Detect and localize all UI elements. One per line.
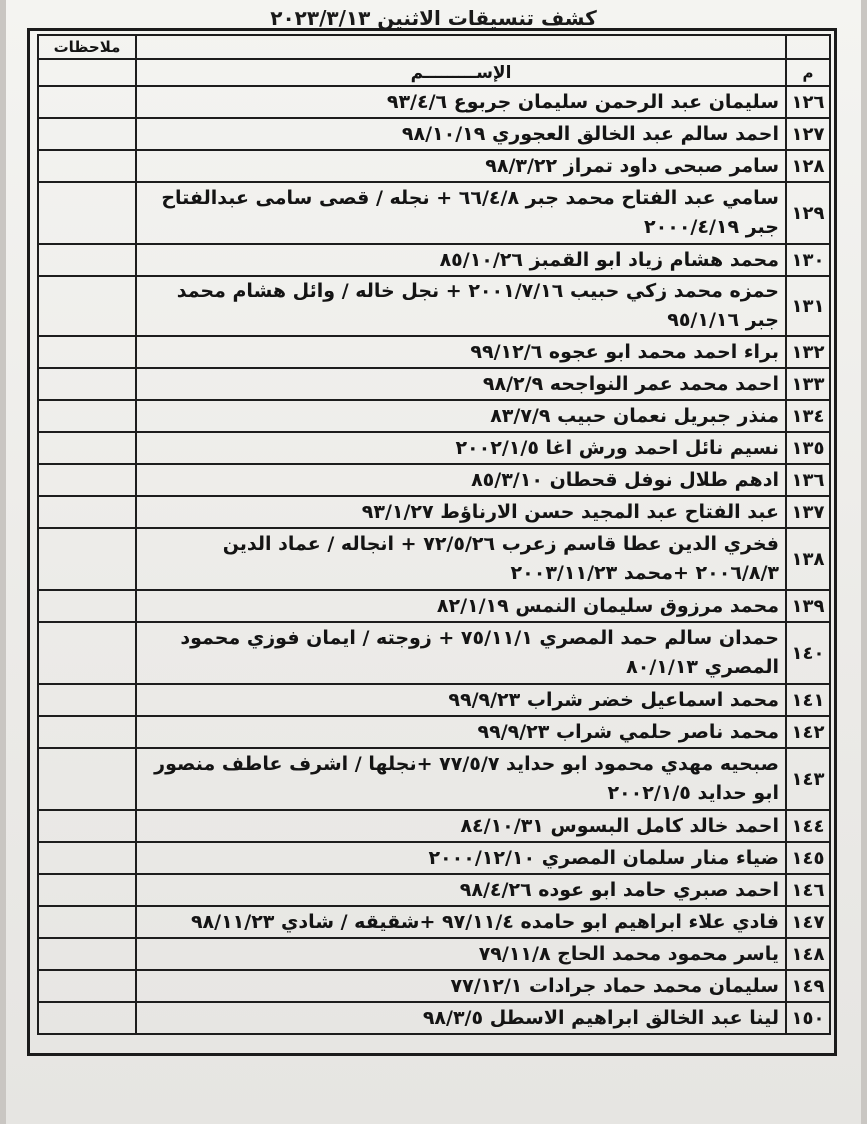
row-number: ١٤٣ xyxy=(786,748,830,810)
row-number: ١٣٤ xyxy=(786,400,830,432)
table-row xyxy=(38,150,830,182)
row-number: ١٤١ xyxy=(786,684,830,716)
row-number: ١٢٨ xyxy=(786,150,830,182)
table-row xyxy=(38,716,830,748)
row-notes xyxy=(38,118,136,150)
page-title: كشف تنسيقات الاثنين ٢٠٢٣/٣/١٣ xyxy=(270,6,597,30)
table-row xyxy=(38,842,830,874)
row-notes xyxy=(38,86,136,118)
table-row xyxy=(38,684,830,716)
table-row xyxy=(38,970,830,1002)
row-notes xyxy=(38,244,136,276)
table-row xyxy=(38,810,830,842)
table-row xyxy=(38,244,830,276)
row-notes xyxy=(38,368,136,400)
row-number: ١٤٩ xyxy=(786,970,830,1002)
header-notes-blank xyxy=(38,59,136,86)
row-number: ١٣٩ xyxy=(786,590,830,622)
row-number: ١٤٥ xyxy=(786,842,830,874)
header-num-top xyxy=(786,35,830,59)
row-notes xyxy=(38,622,136,684)
table-row xyxy=(38,368,830,400)
row-notes xyxy=(38,684,136,716)
row-name: عبد الفتاح عبد المجيد حسن الارناؤط ٩٣/١/٢٧ xyxy=(136,496,786,528)
table-row xyxy=(38,938,830,970)
row-number: ١٤٠ xyxy=(786,622,830,684)
row-notes xyxy=(38,970,136,1002)
row-notes xyxy=(38,182,136,244)
row-notes xyxy=(38,1002,136,1034)
row-number: ١٣٣ xyxy=(786,368,830,400)
row-name: فخري الدين عطا قاسم زعرب ٧٢/٥/٢٦ + انجاله / عماد الدين ٢٠٠٦/٨/٣ +محمد ٢٠٠٣/١١/٢٣ xyxy=(136,528,786,590)
header-notes: ملاحظات xyxy=(38,35,136,59)
row-notes xyxy=(38,716,136,748)
row-name: فادي علاء ابراهيم ابو حامده ٩٧/١١/٤ +شقيقه / شادي ٩٨/١١/٢٣ xyxy=(136,906,786,938)
row-number: ١٢٦ xyxy=(786,86,830,118)
row-notes xyxy=(38,528,136,590)
row-notes xyxy=(38,150,136,182)
row-name: محمد ناصر حلمي شراب ٩٩/٩/٢٣ xyxy=(136,716,786,748)
names-table xyxy=(37,34,831,1035)
header-num: م xyxy=(786,59,830,86)
row-number: ١٣١ xyxy=(786,276,830,336)
row-name: احمد خالد كامل البسوس ٨٤/١٠/٣١ xyxy=(136,810,786,842)
table-row xyxy=(38,748,830,810)
row-name: احمد صبري حامد ابو عوده ٩٨/٤/٢٦ xyxy=(136,874,786,906)
row-name: براء احمد محمد ابو عجوه ٩٩/١٢/٦ xyxy=(136,336,786,368)
row-name: ضياء منار سلمان المصري ٢٠٠٠/١٢/١٠ xyxy=(136,842,786,874)
table-row xyxy=(38,464,830,496)
header-row-top xyxy=(38,35,830,59)
row-notes xyxy=(38,842,136,874)
row-notes xyxy=(38,464,136,496)
header-name-top xyxy=(136,35,786,59)
table-row xyxy=(38,1002,830,1034)
row-notes xyxy=(38,938,136,970)
table-row xyxy=(38,874,830,906)
row-name: سليمان محمد حماد جرادات ٧٧/١٢/١ xyxy=(136,970,786,1002)
row-name: سامر صبحى داود تمراز ٩٨/٣/٢٢ xyxy=(136,150,786,182)
table-row xyxy=(38,336,830,368)
row-number: ١٢٩ xyxy=(786,182,830,244)
row-name: حمدان سالم حمد المصري ٧٥/١١/١ + زوجته / ايمان فوزي محمود المصري ٨٠/١/١٣ xyxy=(136,622,786,684)
row-name: حمزه محمد زكي حبيب ٢٠٠١/٧/١٦ + نجل خاله / وائل هشام محمد جبر ٩٥/١/١٦ xyxy=(136,276,786,336)
row-name: احمد سالم عبد الخالق العجوري ٩٨/١٠/١٩ xyxy=(136,118,786,150)
row-number: ١٤٢ xyxy=(786,716,830,748)
table-row xyxy=(38,86,830,118)
row-name: سامي عبد الفتاح محمد جبر ٦٦/٤/٨ + نجله / قصى سامى عبدالفتاح جبر ٢٠٠٠/٤/١٩ xyxy=(136,182,786,244)
row-number: ١٥٠ xyxy=(786,1002,830,1034)
table-row xyxy=(38,400,830,432)
row-name: منذر جبريل نعمان حبيب ٨٣/٧/٩ xyxy=(136,400,786,432)
table-row xyxy=(38,118,830,150)
header-name: الإســـــــــم xyxy=(136,59,786,86)
row-name: لينا عبد الخالق ابراهيم الاسطل ٩٨/٣/٥ xyxy=(136,1002,786,1034)
row-number: ١٣٠ xyxy=(786,244,830,276)
row-number: ١٣٢ xyxy=(786,336,830,368)
table-row xyxy=(38,496,830,528)
table-row xyxy=(38,432,830,464)
table-row xyxy=(38,590,830,622)
row-notes xyxy=(38,874,136,906)
table-row xyxy=(38,622,830,684)
row-notes xyxy=(38,400,136,432)
row-number: ١٤٤ xyxy=(786,810,830,842)
row-name: محمد اسماعيل خضر شراب ٩٩/٩/٢٣ xyxy=(136,684,786,716)
row-number: ١٤٦ xyxy=(786,874,830,906)
row-notes xyxy=(38,336,136,368)
row-name: ادهم طلال نوفل قحطان ٨٥/٣/١٠ xyxy=(136,464,786,496)
row-name: محمد مرزوق سليمان النمس ٨٢/١/١٩ xyxy=(136,590,786,622)
row-notes xyxy=(38,810,136,842)
row-name: نسيم نائل احمد ورش اغا ٢٠٠٢/١/٥ xyxy=(136,432,786,464)
row-number: ١٤٧ xyxy=(786,906,830,938)
table-row xyxy=(38,276,830,336)
row-notes xyxy=(38,496,136,528)
row-name: صبحيه مهدي محمود ابو حدايد ٧٧/٥/٧ +نجلها / اشرف عاطف منصور ابو حدايد ٢٠٠٢/١/٥ xyxy=(136,748,786,810)
row-name: سليمان عبد الرحمن سليمان جربوع ٩٣/٤/٦ xyxy=(136,86,786,118)
row-number: ١٣٦ xyxy=(786,464,830,496)
row-name: محمد هشام زياد ابو القمبز ٨٥/١٠/٢٦ xyxy=(136,244,786,276)
row-notes xyxy=(38,748,136,810)
row-number: ١٤٨ xyxy=(786,938,830,970)
row-number: ١٣٨ xyxy=(786,528,830,590)
row-notes xyxy=(38,590,136,622)
row-number: ١٣٥ xyxy=(786,432,830,464)
row-name: احمد محمد عمر النواجحه ٩٨/٢/٩ xyxy=(136,368,786,400)
row-notes xyxy=(38,906,136,938)
row-number: ١٣٧ xyxy=(786,496,830,528)
header-row xyxy=(38,59,830,86)
table-row xyxy=(38,906,830,938)
row-name: ياسر محمود محمد الحاج ٧٩/١١/٨ xyxy=(136,938,786,970)
row-number: ١٢٧ xyxy=(786,118,830,150)
table-row xyxy=(38,528,830,590)
table-row xyxy=(38,182,830,244)
row-notes xyxy=(38,432,136,464)
row-notes xyxy=(38,276,136,336)
